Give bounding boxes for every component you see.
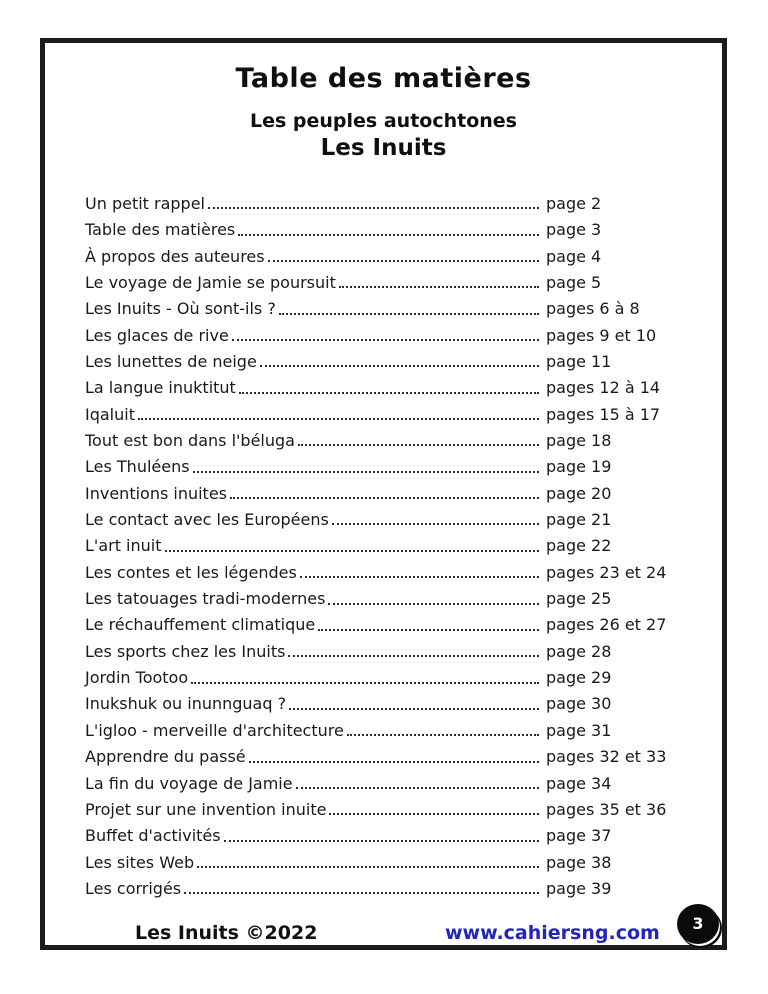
page-number: 3 — [692, 914, 704, 933]
toc-row — [85, 582, 670, 608]
toc-row — [85, 740, 670, 766]
toc-entry-page: page 2 — [546, 193, 602, 213]
toc-entry-page: page 39 — [546, 878, 612, 898]
dotted-leader — [197, 866, 539, 868]
toc-entry-title: Les corrigés — [85, 878, 182, 898]
toc-entry-title: Les sports chez les Inuits — [85, 641, 286, 661]
toc-entry-page: page 20 — [546, 483, 612, 503]
toc-entry-title: Inukshuk ou inunnguaq ? — [85, 694, 287, 714]
toc-entry-title: Le voyage de Jamie se poursuit — [85, 272, 336, 292]
toc-entry-page: page 25 — [546, 589, 612, 609]
dotted-leader — [191, 682, 539, 684]
toc-row — [85, 819, 670, 845]
toc-entry-title: Les Inuits - Où sont-ils ? — [85, 299, 276, 319]
toc-entry-page: page 18 — [546, 431, 612, 451]
toc-list — [45, 187, 722, 898]
toc-entry-page: page 34 — [546, 773, 612, 793]
toc-row — [85, 688, 670, 714]
toc-row — [85, 345, 670, 371]
toc-entry-title: Les contes et les légendes — [85, 562, 297, 582]
dotted-leader — [260, 365, 539, 367]
toc-entry-page: pages 9 et 10 — [546, 325, 657, 345]
toc-row — [85, 213, 670, 239]
toc-entry-title: La langue inuktitut — [85, 378, 236, 398]
dotted-leader — [193, 471, 539, 473]
dotted-leader — [339, 286, 539, 288]
dotted-leader — [332, 523, 539, 525]
toc-row — [85, 398, 670, 424]
toc-entry-title: La fin du voyage de Jamie — [85, 773, 293, 793]
toc-entry-page: page 11 — [546, 352, 612, 372]
toc-entry-page: page 3 — [546, 220, 602, 240]
toc-row — [85, 767, 670, 793]
toc-entry-title: Les tatouages tradi-modernes — [85, 589, 326, 609]
page-subtitle-series: Les peuples autochtones — [250, 110, 517, 132]
toc-entry-title: À propos des auteures — [85, 246, 265, 266]
toc-entry-page: page 4 — [546, 246, 602, 266]
toc-entry-page: pages 15 à 17 — [546, 404, 661, 424]
toc-entry-page: page 28 — [546, 641, 612, 661]
toc-entry-page: page 38 — [546, 852, 612, 872]
page-number-badge — [677, 904, 719, 944]
toc-entry-title: Jordin Tootoo — [85, 668, 189, 688]
dotted-leader — [288, 655, 539, 657]
toc-entry-title: Les lunettes de neige — [85, 352, 257, 372]
toc-row — [85, 424, 670, 450]
toc-row — [85, 609, 670, 635]
toc-row — [85, 371, 670, 397]
dotted-leader — [318, 629, 539, 631]
toc-entry-title: Le réchauffement climatique — [85, 615, 316, 635]
toc-entry-page: page 29 — [546, 668, 612, 688]
toc-row — [85, 266, 670, 292]
heading-block — [45, 43, 722, 161]
toc-entry-page: page 5 — [546, 272, 602, 292]
footer-website-link[interactable]: www.cahiersng.com — [445, 922, 660, 944]
dotted-leader — [184, 892, 539, 894]
toc-entry-title: Un petit rappel — [85, 193, 205, 213]
toc-entry-page: pages 32 et 33 — [546, 747, 667, 767]
toc-entry-page: page 22 — [546, 536, 612, 556]
toc-entry-title: Tout est bon dans l'béluga — [85, 431, 295, 451]
toc-entry-page: pages 12 à 14 — [546, 378, 661, 398]
toc-entry-title: Inventions inuites — [85, 483, 228, 503]
page-title: Table des matières — [235, 63, 532, 94]
toc-entry-page: page 37 — [546, 826, 612, 846]
toc-entry-page: page 19 — [546, 457, 612, 477]
dotted-leader — [298, 444, 539, 446]
toc-entry-title: Les sites Web — [85, 852, 195, 872]
dotted-leader — [296, 787, 539, 789]
dotted-leader — [347, 734, 539, 736]
toc-row — [85, 319, 670, 345]
toc-row — [85, 635, 670, 661]
toc-entry-title: Iqaluit — [85, 404, 135, 424]
toc-row — [85, 503, 670, 529]
toc-entry-title: L'igloo - merveille d'architecture — [85, 720, 344, 740]
page-subtitle-topic: Les Inuits — [320, 135, 447, 161]
toc-entry-title: Apprendre du passé — [85, 747, 246, 767]
dotted-leader — [289, 708, 539, 710]
toc-row — [85, 556, 670, 582]
dotted-leader — [249, 761, 539, 763]
dotted-leader — [268, 260, 539, 262]
toc-row — [85, 292, 670, 318]
toc-entry-title: Les glaces de rive — [85, 325, 229, 345]
dotted-leader — [165, 550, 540, 552]
dotted-leader — [230, 497, 539, 499]
toc-entry-page: page 30 — [546, 694, 612, 714]
toc-row — [85, 714, 670, 740]
toc-row — [85, 793, 670, 819]
toc-entry-title: L'art inuit — [85, 536, 162, 556]
toc-row — [85, 450, 670, 476]
toc-row — [85, 529, 670, 555]
dotted-leader — [279, 313, 539, 315]
page-footer — [45, 895, 722, 945]
toc-entry-title: Les Thuléens — [85, 457, 190, 477]
dotted-leader — [238, 234, 539, 236]
dotted-leader — [232, 339, 539, 341]
toc-row — [85, 240, 670, 266]
toc-row — [85, 846, 670, 872]
dotted-leader — [239, 392, 539, 394]
dotted-leader — [329, 813, 539, 815]
toc-row — [85, 661, 670, 687]
dotted-leader — [138, 418, 539, 420]
toc-entry-page: pages 23 et 24 — [546, 562, 667, 582]
toc-row — [85, 477, 670, 503]
dotted-leader — [224, 840, 539, 842]
dotted-leader — [208, 207, 539, 209]
toc-entry-title: Table des matières — [85, 220, 236, 240]
toc-entry-title: Buffet d'activités — [85, 826, 221, 846]
page-border-frame — [40, 38, 727, 950]
dotted-leader — [300, 576, 539, 578]
toc-entry-page: pages 35 et 36 — [546, 799, 667, 819]
toc-row — [85, 187, 670, 213]
toc-entry-page: pages 26 et 27 — [546, 615, 667, 635]
toc-entry-title: Projet sur une invention inuite — [85, 799, 327, 819]
toc-entry-page: pages 6 à 8 — [546, 299, 640, 319]
dotted-leader — [328, 603, 539, 605]
toc-entry-page: page 21 — [546, 510, 612, 530]
toc-entry-title: Le contact avec les Européens — [85, 510, 329, 530]
footer-copyright: Les Inuits ©2022 — [135, 922, 318, 944]
toc-entry-page: page 31 — [546, 720, 612, 740]
